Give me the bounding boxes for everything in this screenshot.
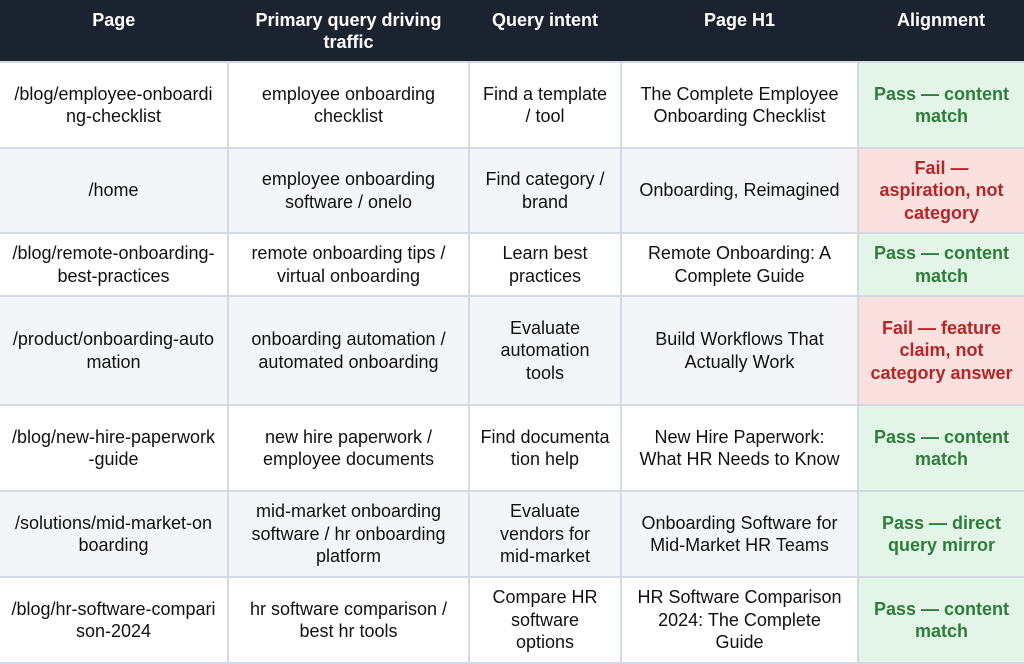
cell-alignment-fail: Fail — feature claim, not category answer — [858, 296, 1024, 405]
table-row — [0, 577, 1024, 663]
cell-query: mid-market onboarding software / hr onboarding platform — [228, 491, 469, 577]
cell-alignment-pass: Pass — content match — [858, 577, 1024, 663]
cell-page: /home — [0, 148, 228, 233]
cell-h1: Remote Onboarding: A Complete Guide — [621, 233, 858, 296]
cell-query: hr software comparison / best hr tools — [228, 577, 469, 663]
header-page: Page — [0, 0, 228, 62]
cell-intent: Compare HR software options — [469, 577, 621, 663]
cell-query: remote onboarding tips / virtual onboarding — [228, 233, 469, 296]
table-row — [0, 148, 1024, 233]
cell-h1: HR Software Comparison 2024: The Complete Guide — [621, 577, 858, 663]
table-row — [0, 62, 1024, 148]
cell-page: /blog/remote-onboarding-best-practices — [0, 233, 228, 296]
cell-intent: Evaluate vendors for mid-market — [469, 491, 621, 577]
table-row — [0, 296, 1024, 405]
cell-alignment-pass: Pass — content match — [858, 233, 1024, 296]
header-alignment: Alignment — [858, 0, 1024, 62]
cell-h1: New Hire Paperwork: What HR Needs to Know — [621, 405, 858, 491]
table-row — [0, 233, 1024, 296]
cell-page: /blog/new-hire-paperwork-guide — [0, 405, 228, 491]
cell-page: /blog/hr-software-comparison-2024 — [0, 577, 228, 663]
cell-query: onboarding automation / automated onboarding — [228, 296, 469, 405]
cell-h1: Onboarding, Reimagined — [621, 148, 858, 233]
cell-h1: Onboarding Software for Mid-Market HR Teams — [621, 491, 858, 577]
cell-query: new hire paperwork / employee documents — [228, 405, 469, 491]
header-page-h1: Page H1 — [621, 0, 858, 62]
header-row — [0, 0, 1024, 62]
cell-page: /blog/employee-onboarding-checklist — [0, 62, 228, 148]
cell-alignment-pass: Pass — content match — [858, 62, 1024, 148]
cell-alignment-pass: Pass — direct query mirror — [858, 491, 1024, 577]
cell-query: employee onboarding checklist — [228, 62, 469, 148]
cell-alignment-fail: Fail — aspiration, not category — [858, 148, 1024, 233]
cell-alignment-pass: Pass — content match — [858, 405, 1024, 491]
cell-intent: Find category / brand — [469, 148, 621, 233]
header-query-intent: Query intent — [469, 0, 621, 62]
cell-intent: Evaluate automation tools — [469, 296, 621, 405]
cell-intent: Learn best practices — [469, 233, 621, 296]
table-row — [0, 405, 1024, 491]
cell-intent: Find documentation help — [469, 405, 621, 491]
cell-h1: Build Workflows That Actually Work — [621, 296, 858, 405]
cell-query: employee onboarding software / onelo — [228, 148, 469, 233]
header-primary-query: Primary query driving traffic — [228, 0, 469, 62]
cell-page: /solutions/mid-market-onboarding — [0, 491, 228, 577]
cell-intent: Find a template / tool — [469, 62, 621, 148]
table-row — [0, 491, 1024, 577]
cell-h1: The Complete Employee Onboarding Checklist — [621, 62, 858, 148]
cell-page: /product/onboarding-automation — [0, 296, 228, 405]
